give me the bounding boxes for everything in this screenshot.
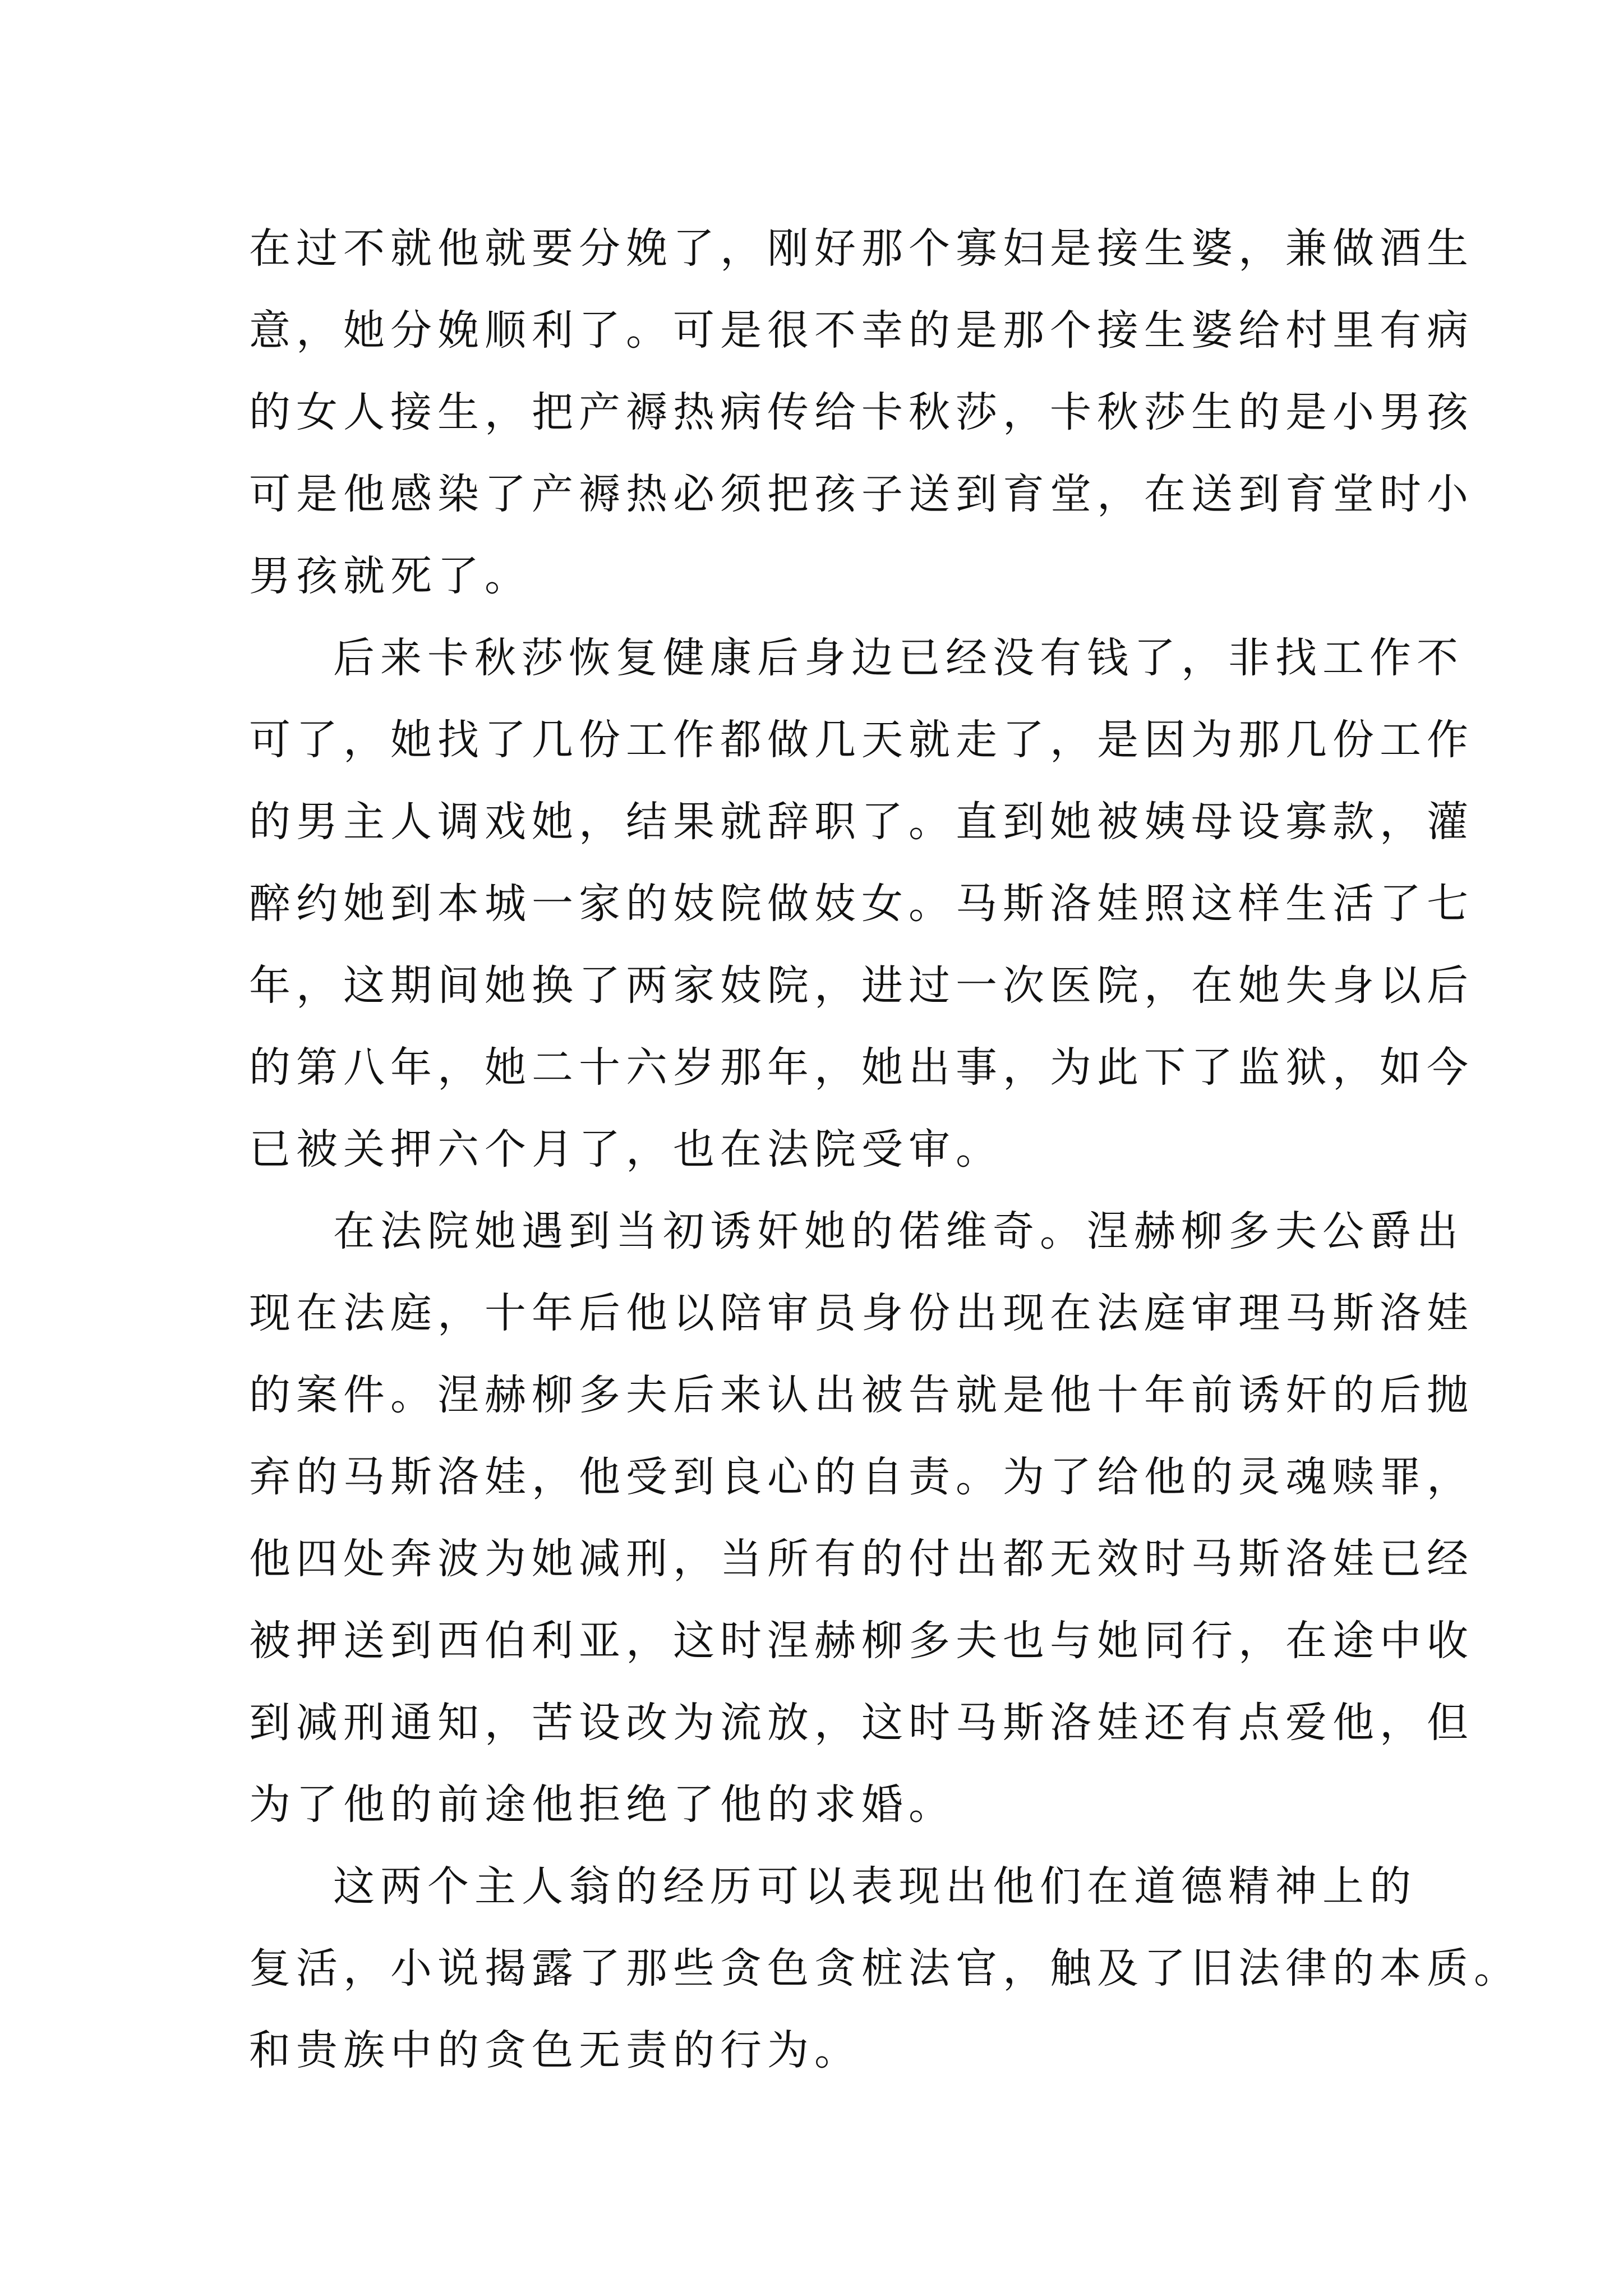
text-line: 醉约她到本城一家的妓院做妓女。马斯洛娃照这样生活了七: [249, 880, 1474, 928]
paragraph-1: [249, 208, 1474, 617]
text-line: 到减刑通知，苦设改为流放，这时马斯洛娃还有点爱他，但: [249, 1699, 1474, 1747]
text-line: 的案件。涅赫柳多夫后来认出被告就是他十年前诱奸的后抛: [249, 1371, 1474, 1419]
text-line: 现在法庭，十年后他以陪审员身份出现在法庭审理马斯洛娃: [249, 1289, 1474, 1337]
text-line: 的第八年，她二十六岁那年，她出事，为此下了监狱，如今: [249, 1043, 1474, 1092]
text-line: 年，这期间她换了两家妓院，进过一次医院，在她失身以后: [249, 961, 1474, 1010]
text-line: 为了他的前途他拒绝了他的求婚。: [249, 1780, 956, 1829]
text-line: 他四处奔波为她减刑，当所有的付出都无效时马斯洛娃已经: [249, 1535, 1474, 1583]
paragraph-4: [249, 1846, 1521, 2091]
text-line: 男孩就死了。: [249, 552, 532, 600]
text-line: 意，她分娩顺利了。可是很不幸的是那个接生婆给村里有病: [249, 306, 1474, 355]
paragraph-2: [249, 617, 1474, 1190]
document-body: [249, 208, 1521, 2091]
text-line: 这两个主人翁的经历可以表现出他们在道德精神上的: [333, 1862, 1417, 1911]
paragraph-3: [249, 1190, 1474, 1846]
text-line: 后来卡秋莎恢复健康后身边已经没有钱了，非找工作不: [333, 634, 1464, 682]
text-line: 在法院她遇到当初诱奸她的偌维奇。涅赫柳多夫公爵出: [333, 1207, 1464, 1255]
text-line: 可了，她找了几份工作都做几天就走了，是因为那几份工作: [249, 716, 1474, 764]
text-line: 复活，小说揭露了那些贪色贪桩法官，触及了旧法律的本质。: [249, 1944, 1521, 1993]
text-line: 的女人接生，把产褥热病传给卡秋莎，卡秋莎生的是小男孩: [249, 388, 1474, 436]
text-line: 在过不就他就要分娩了，刚好那个寡妇是接生婆，兼做酒生: [249, 224, 1474, 273]
text-line: 已被关押六个月了，也在法院受审。: [249, 1125, 1003, 1174]
text-line: 弃的马斯洛娃，他受到良心的自责。为了给他的灵魂赎罪，: [249, 1453, 1474, 1501]
text-line: 被押送到西伯利亚，这时涅赫柳多夫也与她同行，在途中收: [249, 1617, 1474, 1665]
text-line: 和贵族中的贪色无责的行为。: [249, 2026, 861, 2074]
text-line: 可是他感染了产褥热必须把孩子送到育堂，在送到育堂时小: [249, 470, 1474, 518]
text-line: 的男主人调戏她，结果就辞职了。直到她被姨母设寡款，灌: [249, 798, 1474, 846]
